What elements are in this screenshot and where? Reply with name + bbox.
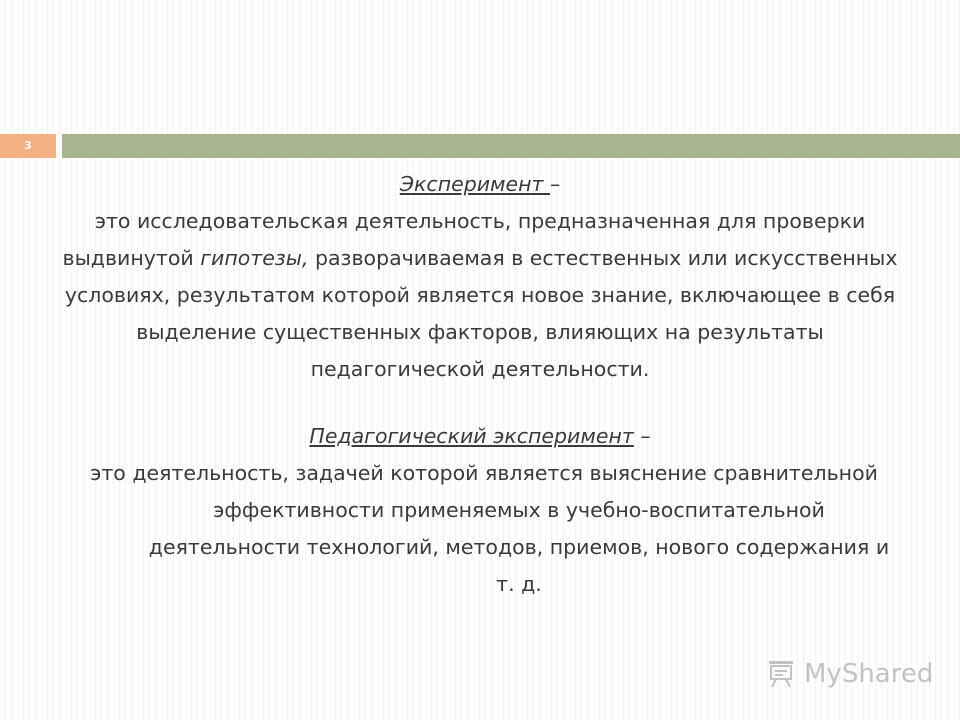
definition-1-text-a: это исследовательская деятельность, предназначенная для проверки выдвинутой bbox=[62, 209, 866, 270]
definition-2-text: это деятельность, задачей которой является выяснение сравнительной эффективности применяемых в учебно-воспитательной деятельности технологий, методов, приемов, нового содержания и т. д. bbox=[90, 461, 890, 596]
paragraph-gap bbox=[60, 388, 900, 418]
definition-1-text-italic: гипотезы, bbox=[200, 246, 309, 270]
watermark bbox=[766, 656, 934, 692]
definition-2-term: Педагогический эксперимент bbox=[309, 424, 634, 448]
header-bar bbox=[62, 134, 960, 158]
definition-2-dash: – bbox=[633, 424, 651, 448]
watermark-text: MyShared bbox=[804, 659, 934, 689]
definition-1-dash: – bbox=[550, 172, 561, 196]
definition-2-heading bbox=[60, 418, 900, 455]
definition-1-term: Эксперимент bbox=[399, 172, 550, 196]
definition-1-text bbox=[60, 203, 900, 388]
definition-1-text-b: разворачиваемая в естественных или искусственных условиях, результатом которой является новое знание, включающее в себя выделение существенных факторов, влияющих на результаты педагогической деятельности. bbox=[64, 246, 898, 381]
presentation-board-icon bbox=[766, 660, 796, 688]
definition-1-heading bbox=[60, 166, 900, 203]
page-number-badge: 3 bbox=[0, 134, 56, 158]
slide-body bbox=[60, 166, 900, 603]
